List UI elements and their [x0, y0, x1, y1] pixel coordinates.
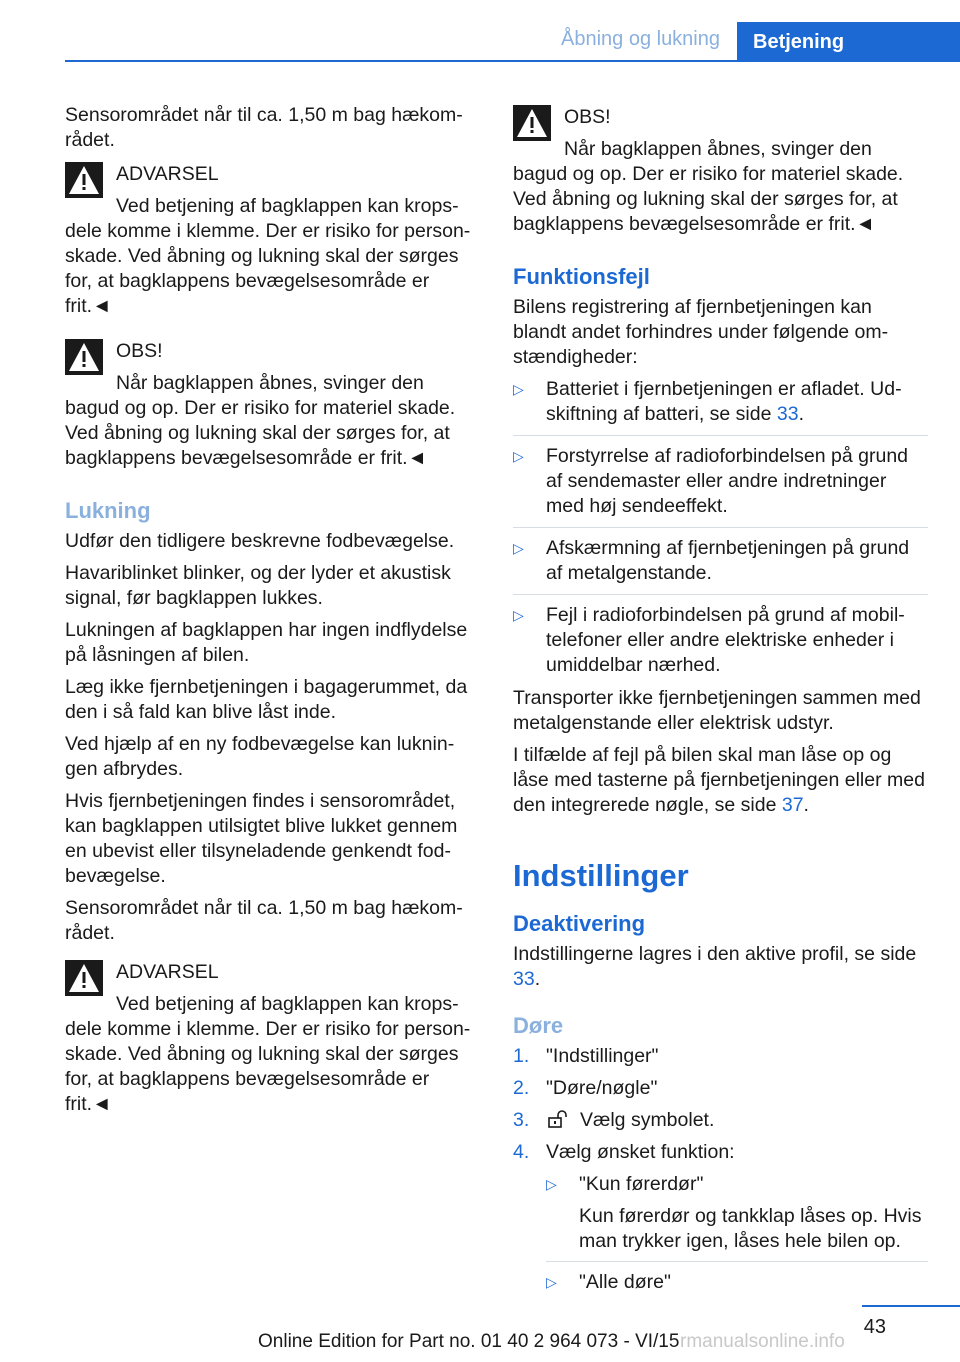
divider [513, 435, 928, 436]
warning-title: ADVARSEL [116, 163, 219, 185]
list-item: ▷ Forstyrrelse af radioforbindelsen på grund af sendemaster eller andre indretninger med høj sendeeffekt. [513, 445, 909, 517]
left-column [65, 103, 480, 1135]
list-item: ▷ Afskærmning af fjernbetjeningen på grund af metalgenstande. [513, 537, 910, 584]
unlock-icon [548, 1110, 570, 1128]
step-number: 4. [513, 1141, 530, 1163]
step-number: 1. [513, 1045, 530, 1067]
section-heading-doere: Døre [513, 1013, 564, 1038]
steps-list [513, 1044, 928, 1295]
divider [513, 594, 928, 595]
paragraph: Sensorområdet når til ca. 1,50 m bag hækområdet. [65, 104, 463, 151]
warning-body: Ved betjening af bagklappen kan kropsdele komme i klemme. Der er risiko for personskade. Ved åbning og lukning skal der sørges for, at bagklappens bevægelsesområde er frit.◄ [65, 993, 471, 1115]
warning-icon [65, 339, 103, 375]
option-description: Kun førerdør og tankklap låses op. Hvis man trykker igen, låses hele bilen op. [579, 1205, 922, 1252]
divider [513, 527, 928, 528]
header-section-title: Åbning og lukning [560, 28, 720, 50]
paragraph: Transporter ikke fjernbetjeningen sammen med metalgenstande eller elektrisk udstyr. [513, 687, 921, 734]
footer-rule [862, 1305, 960, 1307]
section-heading-deaktivering: Deaktivering [513, 911, 646, 936]
paragraph: I tilfælde af fejl på bilen skal man låse op og låse med tasterne på fjernbetjeningen eller med den integrerede nøgle, se side 37. [513, 744, 925, 816]
caution-block [65, 337, 480, 471]
caution-title: OBS! [116, 340, 163, 362]
caution-body: Når bagklappen åbnes, svinger den bagud og op. Der er risiko for materiel skade. Ved åbning og lukning skal der sørges for, at bagklappens bevægelsesområde er frit.◄ [65, 372, 456, 469]
list-item: 4. Vælg ønsket funktion: ▷ "Kun førerdør" Kun førerdør og tankklap låses op. Hvis man trykker igen, låses hele bilen op. ▷ "Alle døre" [513, 1140, 928, 1295]
page-link[interactable]: 33 [513, 968, 535, 990]
warning-body: Ved betjening af bagklappen kan kropsdele komme i klemme. Der er risiko for personskade. Ved åbning og lukning skal der sørges for, at bagklappens bevægelsesområde er frit.◄ [65, 195, 471, 317]
paragraph: Indstillingerne lagres i den aktive profil, se side 33. [513, 943, 917, 990]
edition-footer: Online Edition for Part no. 01 40 2 964 073 - VI/15 [258, 1331, 680, 1352]
triangle-bullet-icon: ▷ [513, 381, 524, 397]
fault-list [513, 377, 928, 678]
paragraph: Læg ikke fjernbetjeningen i bagagerummet, da den i så fald kan blive låst inde. [65, 676, 468, 723]
triangle-bullet-icon: ▷ [546, 1274, 557, 1290]
list-item: ▷ "Kun førerdør" Kun førerdør og tankklap låses op. Hvis man trykker igen, låses hele bilen op. [546, 1172, 928, 1254]
step-number: 2. [513, 1077, 530, 1099]
right-column [513, 103, 928, 1302]
paragraph: Bilens registrering af fjernbetjeningen kan blandt andet forhindres under følgende omstændigheder: [513, 296, 889, 368]
header-rule [65, 60, 960, 62]
page-number: 43 [863, 1316, 886, 1338]
warning-icon [513, 105, 551, 141]
paragraph: Lukningen af bagklappen har ingen indflydelse på låsningen af bilen. [65, 619, 468, 666]
warning-title: ADVARSEL [116, 961, 219, 983]
divider [546, 1261, 928, 1262]
watermark: rmanualsonline.info [680, 1331, 845, 1352]
list-item: ▷ Fejl i radioforbindelsen på grund af mobiltelefoner eller andre elektriske enheder i umiddelbar nærhed. [513, 604, 905, 676]
paragraph: Havariblinket blinker, og der lyder et akustisk signal, før bagklappen lukkes. [65, 562, 451, 609]
list-item: 1. "Indstillinger" [513, 1045, 659, 1067]
page-link[interactable]: 33 [776, 403, 799, 425]
triangle-bullet-icon: ▷ [513, 448, 524, 464]
caution-body: Når bagklappen åbnes, svinger den bagud og op. Der er risiko for materiel skade. Ved åbning og lukning skal der sørges for, at bagklappens bevægelsesområde er frit.◄ [513, 138, 904, 235]
step-number: 3. [513, 1109, 530, 1131]
list-item: 3. Vælg symbolet. [513, 1109, 715, 1131]
warning-icon [65, 162, 103, 198]
triangle-bullet-icon: ▷ [546, 1176, 557, 1192]
function-options [546, 1172, 928, 1295]
page-header [0, 0, 960, 62]
paragraph: Udfør den tidligere beskrevne fodbevægelse. [65, 530, 455, 552]
list-item: 2. "Døre/nøgle" [513, 1077, 658, 1099]
warning-icon [65, 960, 103, 996]
paragraph: Ved hjælp af en ny fodbevægelse kan lukningen afbrydes. [65, 733, 455, 780]
page-link[interactable]: 37 [781, 794, 804, 816]
paragraph: Hvis fjernbetjeningen findes i sensorområdet, kan bagklappen utilsigtet blive lukket gennem en ubevist eller tilsyneladende genkendt fodbevægelse. [65, 790, 458, 887]
header-chapter-tab: Betjening [737, 22, 960, 60]
section-heading-funktionsfejl: Funktionsfejl [513, 264, 650, 289]
paragraph: Sensorområdet når til ca. 1,50 m bag hækområdet. [65, 897, 463, 944]
triangle-bullet-icon: ▷ [513, 607, 524, 623]
caution-block [513, 103, 928, 237]
list-item: ▷ "Alle døre" [546, 1271, 671, 1293]
caution-title: OBS! [564, 106, 611, 128]
section-heading-lukning: Lukning [65, 498, 151, 523]
warning-block [65, 160, 480, 319]
main-heading-indstillinger: Indstillinger [513, 858, 689, 893]
warning-block [65, 958, 480, 1117]
list-item: ▷ Batteriet i fjernbetjeningen er afladet. Udskiftning af batteri, se side 33. [513, 378, 902, 425]
triangle-bullet-icon: ▷ [513, 540, 524, 556]
